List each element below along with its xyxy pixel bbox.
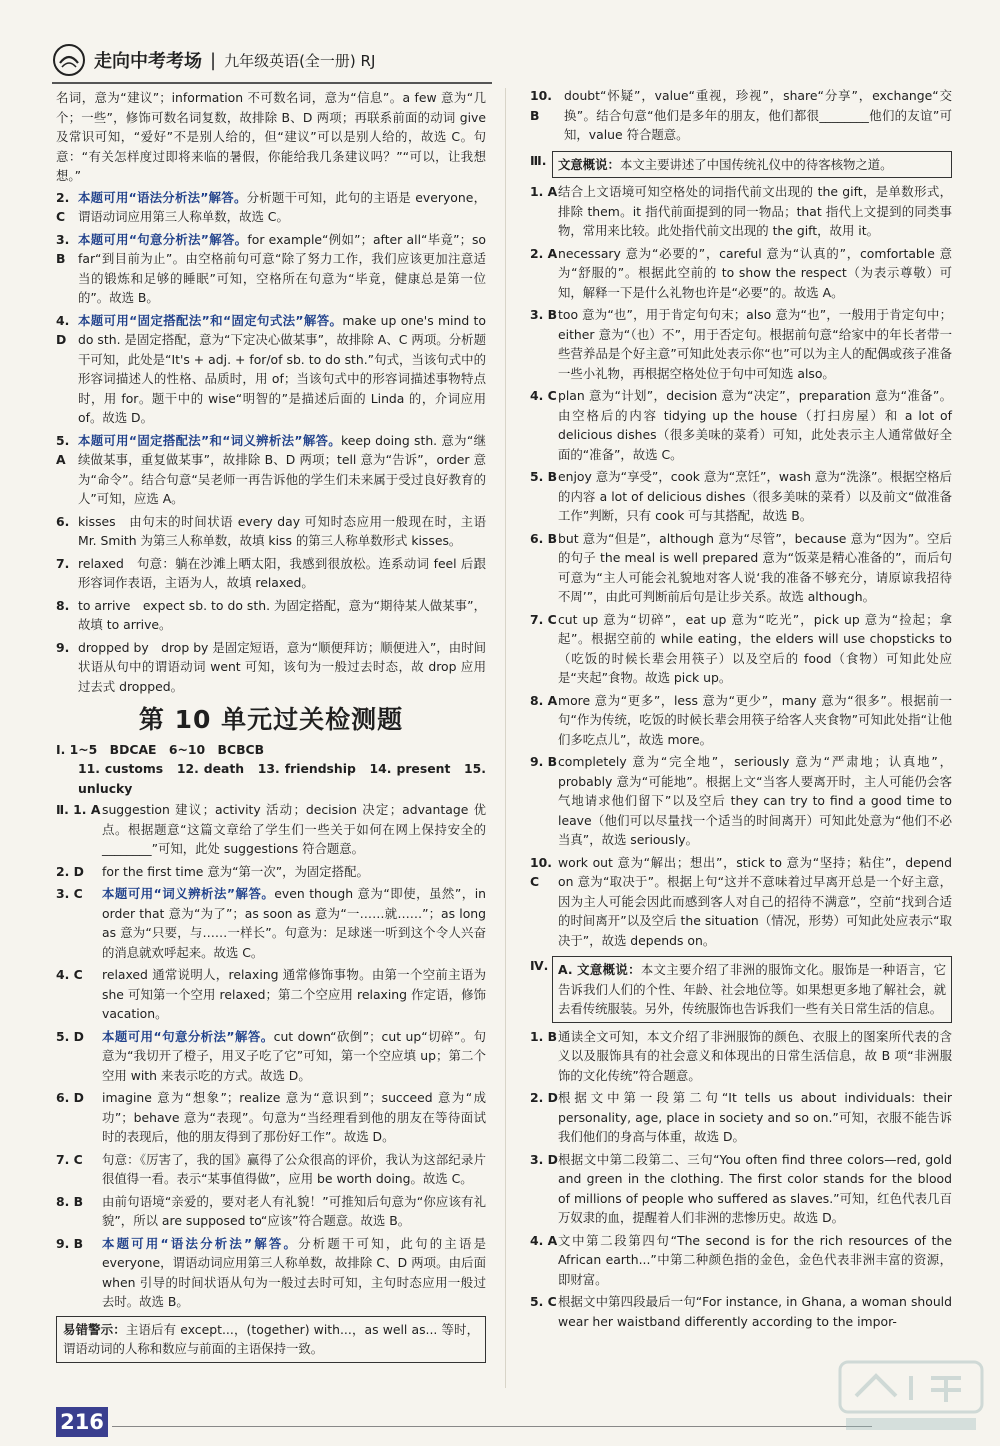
explanation-text: 文中第二段第四句“The second is for the rich resources of the African earth...”中第二种颜色指的金色，金色代表非洲丰富的资源，即财富。 bbox=[558, 1232, 952, 1287]
explanation-text: 根据文中第四段最后一句“For instance, in Ghana, a woman should wear her waistband differently according to the impor- bbox=[558, 1294, 952, 1329]
answer-item bbox=[56, 1192, 486, 1231]
answer-number: 2. D bbox=[56, 863, 84, 879]
answer-item bbox=[530, 1027, 952, 1086]
answer-text bbox=[558, 386, 952, 464]
explanation-text: for example“例如”；after all“毕竟”；so far“到目前为止”。由空格前句可意“除了努力工作，我们应该更加注意适当的锻炼和足够的睡眠”可知，空格所在句意为“毕竟，健康总是第一位的”。故选 B。 bbox=[78, 231, 487, 305]
answer-number: 5. C bbox=[530, 1294, 557, 1309]
answer-text bbox=[78, 638, 486, 697]
answer-number: 9. B bbox=[56, 1235, 84, 1251]
answer-text bbox=[558, 610, 952, 688]
answer-number: 8. A bbox=[530, 692, 558, 708]
answer-text bbox=[102, 1088, 486, 1147]
explanation-text: relaxed 句意：躺在沙滩上晒太阳，我感到很放松。连系动词 feel 后跟形容词作表语，主语为人，故填 relaxed。 bbox=[78, 555, 486, 590]
answer-text bbox=[78, 431, 486, 509]
explanation-text: completely 意为“完全地”，seriously 意为“严肃地；认真地”，probably 意为“可能地”。根据上文“当客人要离开时，主人可能仍会客气地请求他们留下”以及空后 they can try to find a good time to leave（他们可以尽量找一个适当的时间离开）可知此处意为“他们不必当真”，故选 seriously。 bbox=[558, 754, 952, 847]
answer-item bbox=[530, 610, 952, 688]
answer-item bbox=[530, 853, 952, 951]
column-divider bbox=[505, 88, 506, 1388]
watermark-stamp-icon bbox=[836, 1356, 986, 1436]
answer-list-unit9 bbox=[56, 188, 486, 697]
answer-number: 3. D bbox=[530, 1151, 558, 1167]
summary-label: A. 文意概说： bbox=[558, 962, 641, 977]
answer-number: 10. C bbox=[530, 854, 552, 889]
answer-item bbox=[530, 386, 952, 464]
answer-text bbox=[102, 1234, 486, 1312]
answer-item bbox=[56, 230, 486, 308]
answer-number: 2. A bbox=[530, 245, 558, 261]
book-title: 走向中考考场 bbox=[94, 51, 202, 72]
answer-item bbox=[530, 467, 952, 526]
section-3-summary-box bbox=[552, 151, 952, 179]
answer-item bbox=[56, 596, 486, 635]
answer-text bbox=[558, 529, 952, 607]
explanation-text: suggestion 建议；activity 活动；decision 决定；advantage 优点。根据题意“这篇文章给了学生们一些关于如何在网上保持安全的________”可知，此处 suggestions 符合题意。 bbox=[102, 802, 486, 856]
header-rule bbox=[52, 82, 492, 84]
answer-text bbox=[558, 1292, 952, 1331]
summary-label: 文意概说： bbox=[558, 156, 620, 172]
answer-text bbox=[558, 1150, 952, 1228]
explanation-text: 根据文中第一段第二句“It tells us about individuals: their personality, age, place in society and so on.”可知，衣服不能告诉我们他们的身高与体重，故选 D。 bbox=[558, 1090, 952, 1144]
answer-number: 6. bbox=[56, 513, 70, 529]
answer-number: 4. C bbox=[530, 388, 557, 403]
answer-text bbox=[558, 853, 952, 951]
summary-text: 本文主要介绍了非洲的服饰文化。服饰是一种语言，它告诉我们人们的个性、年龄、社会地位等。如果想更多地了解社会，就去看传统服装。另外，传统服饰也告诉我们一些有关日常生活的信息。 bbox=[558, 962, 946, 1016]
answer-text bbox=[102, 965, 486, 1024]
answer-text bbox=[102, 1027, 486, 1086]
answer-item bbox=[56, 554, 486, 593]
book-logo-icon bbox=[52, 43, 86, 77]
answer-number: 6. D bbox=[56, 1090, 84, 1105]
explanation-text: 结合上文语境可知空格处的词指代前文出现的 the gift，是单数形式，排除 them。it 指代前面提到的同一物品；that 指代上文提到的同类事物，常用来比较。此处指代前文出现的 the gift，故用 it。 bbox=[558, 184, 952, 238]
explanation-text: plan 意为“计划”，decision 意为“决定”，preparation 意为“准备”。由空格后的内容 tidying up the house（打扫房屋）和 a lot of delicious dishes（很多美味的菜肴）可知，此处表示主人通常做好全面的“准备”，故选 C。 bbox=[558, 388, 952, 462]
answer-number: 3. C bbox=[56, 886, 83, 901]
answer-text bbox=[78, 188, 486, 227]
section-3-answers bbox=[530, 182, 952, 950]
answer-item bbox=[530, 529, 952, 607]
error-warning-box bbox=[56, 1316, 486, 1363]
method-highlight: 本题可用“词义辨析法”解答。 bbox=[102, 886, 275, 901]
section-4-summary-box bbox=[552, 956, 952, 1023]
left-column bbox=[56, 88, 486, 1363]
explanation-text: kisses 由句末的时间状语 every day 可知时态应用一般现在时，主语 Mr. Smith 为第三人称单数，故填 kiss 的第三人称单数形式 kisses。 bbox=[78, 513, 486, 548]
explanation-text: 由前句语境“亲爱的，要对老人有礼貌！”可推知后句意为“你应该有礼貌”，所以 are supposed to“应该”符合题意。故选 B。 bbox=[102, 1193, 486, 1228]
book-subtitle: 九年级英语(全一册) RJ bbox=[224, 51, 376, 70]
tip-text: 主语后有 except...，(together) with...，as well as... 等时，谓语动词的人称和数应与前面的主语保持一致。 bbox=[63, 1321, 480, 1356]
answer-text bbox=[78, 311, 486, 428]
right-column bbox=[530, 86, 952, 1334]
section-1-line-1: Ⅰ. 1~5 BDCAE 6~10 BCBCB bbox=[56, 741, 265, 757]
answer-number: 7. bbox=[56, 555, 70, 571]
explanation-text: but 意为“但是”，although 意为“尽管”，because 意为“因为”。空后的句子 the meal is well prepared 意为“饭菜是精心准备的”，而后句可意为“主人可能会礼貌地对客人说‘我的准备不够充分，请原谅我招待不周’”，由此可判断前后句是让步关系。故选 although。 bbox=[558, 530, 952, 604]
answer-item bbox=[56, 188, 486, 227]
explanation-text: for the first time 意为“第一次”，为固定搭配。 bbox=[102, 863, 369, 879]
answer-number: 2. C bbox=[56, 189, 70, 224]
answer-number: 9. B bbox=[530, 754, 558, 769]
tip-label: 易错警示： bbox=[63, 1321, 126, 1337]
section-1-line-2: 11. customs 12. death 13. friendship 14. present 15. unlucky bbox=[78, 761, 486, 796]
answer-number: 9. bbox=[56, 639, 70, 655]
answer-text bbox=[102, 800, 486, 859]
continued-answer: 名词，意为“建议”；information 不可数名词，意为“信息”。a few 意为“几个；一些”，修饰可数名词复数，故排除 B、D 两项；再联系前面的动词 give 及常识可知，“爱好”不是别人给的，但“建议”可以是别人给的，故选 C。句意：“有关怎样度过即将来临的暑假，你能给我几条建议吗？”“可以，让我想想。” bbox=[56, 90, 486, 183]
method-highlight: 本题可用“句意分析法”解答。 bbox=[78, 231, 248, 247]
answer-item bbox=[530, 1231, 952, 1290]
answer-item bbox=[530, 752, 952, 850]
explanation-text: relaxed 通常说明人，relaxing 通常修饰事物。由第一个空前主语为 she 可知第一个空用 relaxed；第二个空应用 relaxing 作定语，修饰 vacation。 bbox=[102, 967, 486, 1021]
explanation-text: make up one's mind to do sth. 是固定搭配，意为“下定决心做某事”，故排除 A、C 两项。分析题干可知，此处是“It's + adj. + for/of sb. to do sth.”句式，当该句式中的形容词描述人的性格、品质时，用 of；当该句式中的形容词描述事物特点时，用 for。题干中的 wise“明智的”是描述后面的 Linda 的，介词应用 of。故选 D。 bbox=[78, 312, 486, 425]
explanation-text: keep doing sth. 意为“继续做某事，重复做某事”，故排除 B、D 两项；tell 意为“告诉”，order 意为“命令”。结合句意“吴老师一再告诉他的学生们未来属于受过良好教育的人”可知，应选 A。 bbox=[78, 432, 486, 506]
answer-number: 4. D bbox=[56, 312, 70, 347]
answer-item bbox=[56, 311, 486, 428]
answer-item bbox=[56, 800, 486, 859]
answer-number: 4. A bbox=[530, 1232, 558, 1248]
answer-text bbox=[558, 1088, 952, 1147]
answer-item bbox=[56, 884, 486, 962]
explanation-text: too 意为“也”，用于肯定句句末；also 意为“也”，一般用于肯定句中；either 意为“（也）不”，用于否定句。根据前句意“给家中的年长者带一些营养品是个好主意”可知此处表示你“也”可以为主人的配偶或孩子准备一些小礼物，再根据空格处位于句中可知选 also。 bbox=[558, 307, 952, 381]
method-highlight: 本题可用“句意分析法”解答。 bbox=[102, 1028, 274, 1044]
answer-item bbox=[56, 1234, 486, 1312]
answer-number: 8. bbox=[56, 597, 70, 613]
explanation-text: necessary 意为“必要的”，careful 意为“认真的”，comfortable 意为“舒服的”。根据此空前的 to show the respect（为表示尊敬）可知，解释一下是什么礼物也许是“必要”的。故选 A。 bbox=[558, 245, 952, 300]
page-number: 216 bbox=[56, 1407, 108, 1437]
answer-text bbox=[78, 596, 486, 635]
header-separator: | bbox=[210, 49, 217, 71]
answer-text bbox=[558, 467, 952, 526]
answer-number: 5. B bbox=[530, 469, 558, 484]
section-3-header bbox=[530, 151, 952, 179]
footer-rule bbox=[112, 1426, 872, 1427]
section-4-answers bbox=[530, 1027, 952, 1332]
answer-text bbox=[102, 884, 486, 962]
explanation-text: enjoy 意为“享受”，cook 意为“烹饪”，wash 意为“洗涤”。根据空格后的内容 a lot of delicious dishes（很多美味的菜肴）以及前文“做准备工作”判断，只有 cook 可与其搭配，故选 B。 bbox=[558, 469, 952, 523]
method-highlight: 本题可用“固定搭配法”和“固定句式法”解答。 bbox=[78, 312, 343, 328]
answer-text bbox=[78, 554, 486, 593]
answer-number: 10. B bbox=[530, 88, 552, 123]
answer-item bbox=[56, 965, 486, 1024]
answer-number: 6. B bbox=[530, 530, 558, 546]
answer-text bbox=[102, 1150, 486, 1189]
answer-text bbox=[78, 230, 486, 308]
explanation-text: 分析题干可知，此句的主语是 everyone，谓语动词应用第三人称单数，故选 C。 bbox=[78, 189, 486, 224]
answer-number: 1. A bbox=[530, 184, 558, 199]
answer-number: 8. B bbox=[56, 1193, 84, 1209]
page-header bbox=[52, 40, 492, 80]
explanation-text: dropped by drop by 是固定短语，意为“顺便拜访；顺便进入”，由时间状语从句中的谓语动词 went 可知，该句为一般过去时态，故 drop 应用过去式 dropped。 bbox=[78, 639, 486, 694]
explanation-text: 分析题干可知，此句的主语是 everyone，谓语动词应用第三人称单数，故排除 C、D 两项。由后面 when 引导的时间状语从句为一般过去时可知，主句时态应用一般过去时。故选 B。 bbox=[102, 1235, 486, 1309]
answer-number: 7. C bbox=[56, 1151, 83, 1167]
section-4-header bbox=[530, 956, 952, 1023]
answer-text bbox=[558, 1231, 952, 1290]
answer-text bbox=[558, 182, 952, 241]
section-2-answers bbox=[56, 800, 486, 1312]
answer-item bbox=[530, 182, 952, 241]
explanation-text: work out 意为“解出；想出”，stick to 意为“坚持；粘住”，depend on 意为“取决于”。根据上句“这并不意味着过早离开总是一个好主意，因为主人可能会因此而感到客人对自己的招待不满意”，空前“找到合适的时间离开”以及空后 the situation（情况，形势）可知此处应表示“取决于”，故选 depends on。 bbox=[558, 854, 952, 948]
answer-item bbox=[530, 691, 952, 750]
explanation-text: 通读全文可知，本文介绍了非洲服饰的颜色、衣服上的图案所代表的含义以及服饰具有的社会意义和体现出的日常生活信息，故 B 项“非洲服饰的文化传统”符合题意。 bbox=[558, 1028, 952, 1083]
answer-item bbox=[530, 305, 952, 383]
explanation-text: more 意为“更多”，less 意为“更少”，many 意为“很多”。根据前一句“作为传统，吃饭的时候长辈会用筷子给客人夹食物”可知此处指“让他们多吃点儿”，故选 more。 bbox=[558, 692, 952, 747]
answer-item bbox=[530, 244, 952, 303]
answer-number: Ⅱ. 1. A bbox=[56, 802, 101, 817]
method-highlight: 本题可用“语法分析法”解答。 bbox=[78, 189, 247, 205]
section-3-numeral: Ⅲ. bbox=[530, 152, 547, 168]
answer-item bbox=[56, 1027, 486, 1086]
answer-text bbox=[78, 512, 486, 551]
answer-text: doubt“怀疑”，value“重视，珍视”，share“分享”，exchange“交换”。结合句意“他们是多年的朋友，他们都很________他们的友谊”可知，value 符合题意。 bbox=[564, 88, 952, 142]
answer-number: 1. B bbox=[530, 1028, 558, 1044]
answer-text bbox=[102, 862, 486, 882]
explanation-text: 句意：《厉害了，我的国》赢得了公众很高的评价，我认为这部纪录片很值得一看。表示“某事值得做”，应用 be worth doing。故选 C。 bbox=[102, 1151, 486, 1186]
section-1-answers bbox=[56, 740, 486, 799]
answer-item bbox=[530, 86, 952, 145]
summary-text: 本文主要讲述了中国传统礼仪中的待客核物之道。 bbox=[619, 156, 893, 172]
answer-text bbox=[558, 752, 952, 850]
answer-number: 4. C bbox=[56, 967, 83, 982]
method-highlight: 本题可用“固定搭配法”和“词义辨析法”解答。 bbox=[78, 432, 342, 448]
explanation-text: cut up 意为“切碎”，eat up 意为“吃光”，pick up 意为“捡起；拿起”。根据空前的 while eating，the elders will use chopsticks to（吃饭的时候长辈会用筷子）以及空后的 food（食物）可知此处应是“夹起”食物。故选 pick up。 bbox=[558, 611, 952, 685]
answer-item bbox=[56, 1150, 486, 1189]
answer-text bbox=[558, 691, 952, 750]
explanation-text: cut down“砍倒”；cut up“切碎”。句意为“我切开了橙子，用叉子吃了它”可知，第一个空应填 up；第二个空用 with 来表示吃的方式。故选 D。 bbox=[102, 1028, 486, 1083]
section-4-numeral: Ⅳ. bbox=[530, 958, 549, 973]
method-highlight: 本题可用“语法分析法”解答。 bbox=[102, 1235, 299, 1251]
answer-number: 3. B bbox=[56, 231, 70, 266]
answer-item bbox=[56, 638, 486, 697]
answer-number: 5. D bbox=[56, 1028, 84, 1044]
answer-text bbox=[558, 305, 952, 383]
answer-item bbox=[56, 862, 486, 882]
answer-item bbox=[530, 1088, 952, 1147]
answer-number: 5. A bbox=[56, 432, 70, 467]
answer-number: 2. D bbox=[530, 1090, 558, 1105]
answer-text bbox=[102, 1192, 486, 1231]
explanation-text: to arrive expect sb. to do sth. 为固定搭配，意为“期待某人做某事”，故填 to arrive。 bbox=[78, 597, 486, 632]
answer-item bbox=[56, 512, 486, 551]
explanation-text: imagine 意为“想象”；realize 意为“意识到”；succeed 意为“成功”；behave 意为“表现”。句意为“当经理看到他的朋友在等待面试时的表现后，他的朋友得到了那份好工作”。故选 D。 bbox=[102, 1090, 486, 1144]
answer-item bbox=[56, 1088, 486, 1147]
answer-text bbox=[558, 244, 952, 303]
answer-item bbox=[530, 1292, 952, 1331]
explanation-text: 根据文中第二段第二、三句“You often find three colors—red, gold and green in the clothing. The first color stands for the blood of millions of people who suffered as slaves.”可知，红色代表几百万奴隶的血，提醒着人们非洲的悲惨历史。故选 D。 bbox=[558, 1151, 952, 1225]
answer-number: 7. C bbox=[530, 611, 557, 627]
answer-number: 3. B bbox=[530, 307, 558, 322]
answer-item bbox=[56, 431, 486, 509]
answer-item bbox=[530, 1150, 952, 1228]
answer-text bbox=[558, 1027, 952, 1086]
explanation-text: even though 意为“即使，虽然”，in order that 意为“为了”；as soon as 意为“一……就……”；as long as 意为“只要，与……一样长”。句意为：足球迷一听到这个令人兴奋的消息就欢呼起来。故选 C。 bbox=[102, 886, 486, 960]
unit-title: 第 10 单元过关检测题 bbox=[138, 705, 404, 734]
